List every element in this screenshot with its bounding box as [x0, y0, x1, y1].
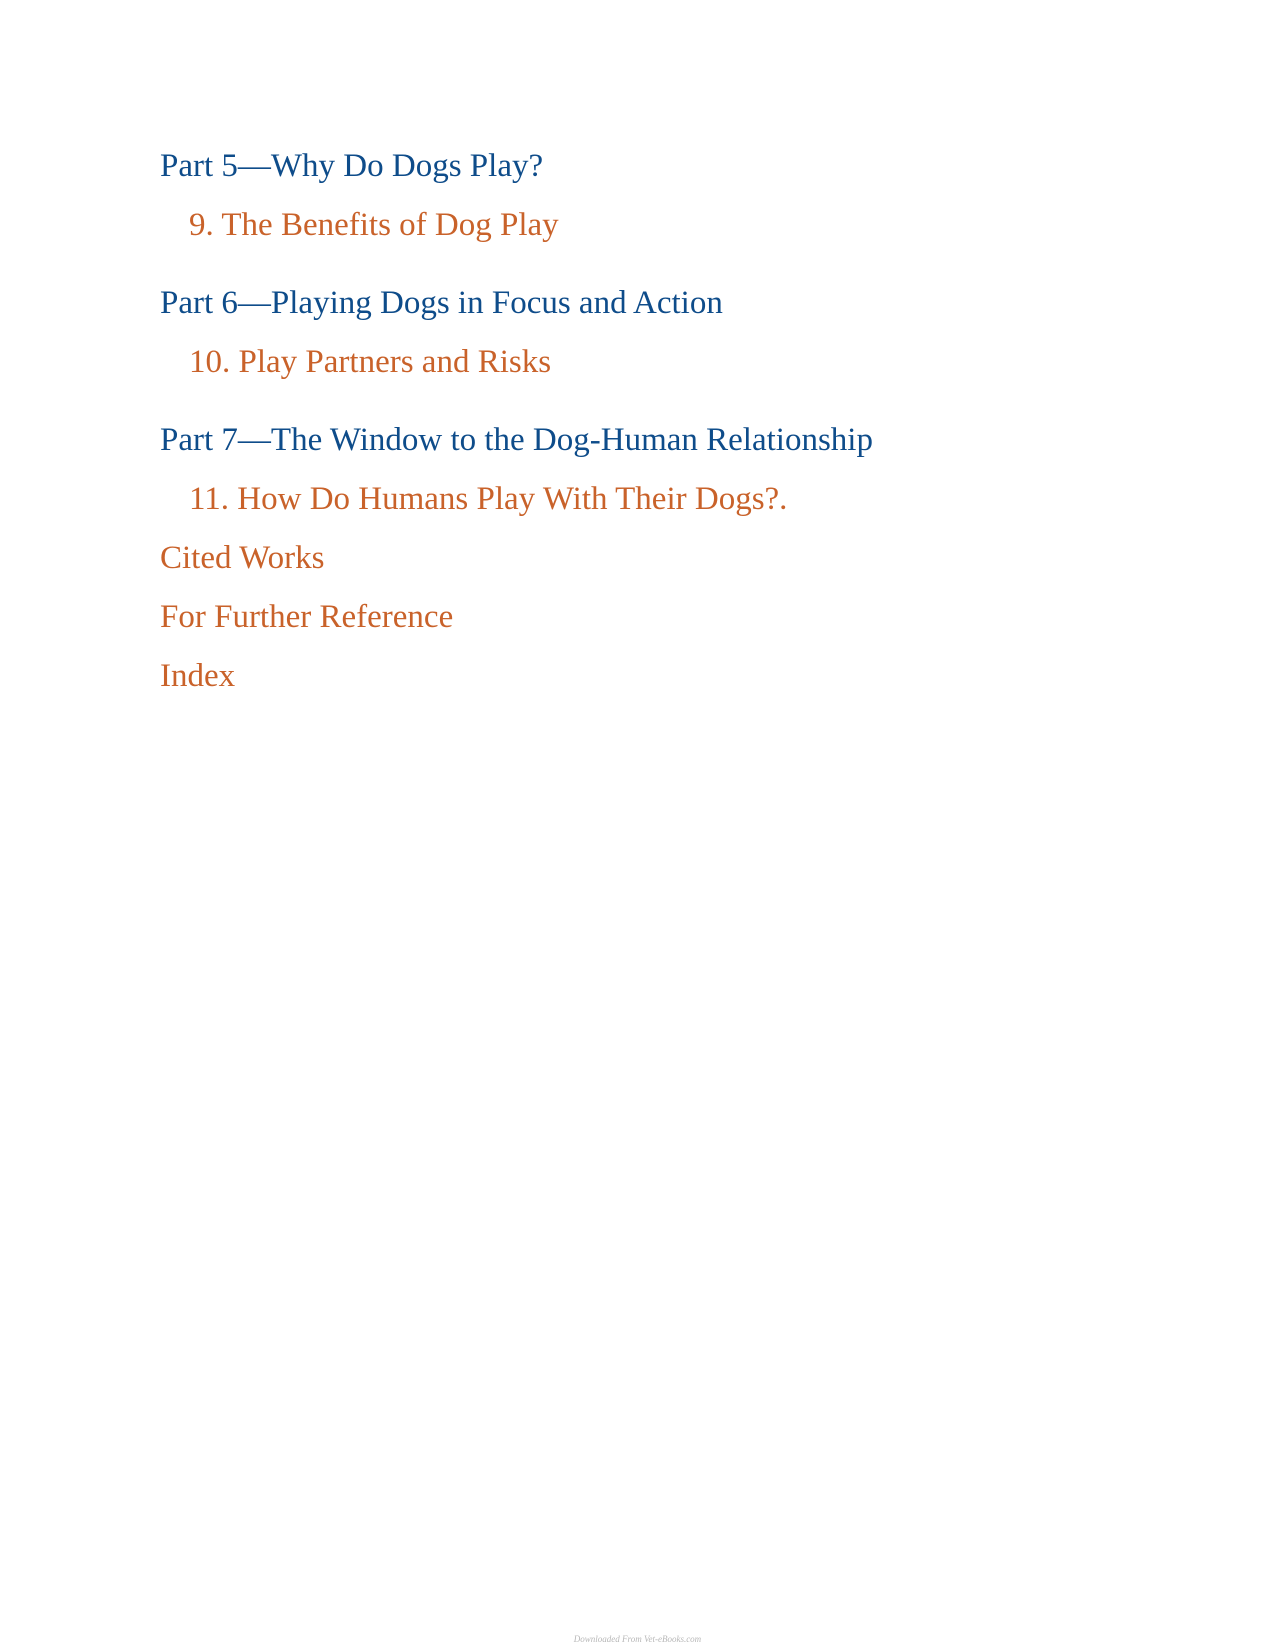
toc-further-reference[interactable]: [160, 597, 1160, 637]
table-of-contents: [160, 146, 1160, 696]
toc-part-6-link[interactable]: Part 6—Playing Dogs in Focus and Action: [160, 285, 723, 321]
toc-part-5-link[interactable]: Part 5—Why Do Dogs Play?: [160, 148, 544, 184]
toc-chapter-10[interactable]: [160, 342, 1160, 382]
toc-part-6[interactable]: [160, 283, 1160, 323]
toc-chapter-9-link[interactable]: 9. The Benefits of Dog Play: [189, 207, 559, 243]
toc-cited-works-link[interactable]: Cited Works: [160, 540, 325, 576]
footer-watermark: Downloaded From Vet-eBooks.com: [573, 1634, 702, 1644]
toc-chapter-11-link[interactable]: 11. How Do Humans Play With Their Dogs?.: [189, 481, 788, 517]
toc-further-reference-link[interactable]: For Further Reference: [160, 599, 454, 635]
toc-cited-works[interactable]: [160, 538, 1160, 578]
toc-part-5[interactable]: [160, 146, 1160, 186]
toc-index[interactable]: [160, 656, 1160, 696]
toc-index-link[interactable]: Index: [160, 658, 236, 694]
toc-chapter-11[interactable]: [160, 479, 1160, 519]
toc-chapter-9[interactable]: [160, 205, 1160, 245]
toc-part-7-link[interactable]: Part 7—The Window to the Dog-Human Relationship: [160, 422, 873, 458]
toc-chapter-10-link[interactable]: 10. Play Partners and Risks: [189, 344, 552, 380]
toc-part-7[interactable]: [160, 420, 1160, 460]
